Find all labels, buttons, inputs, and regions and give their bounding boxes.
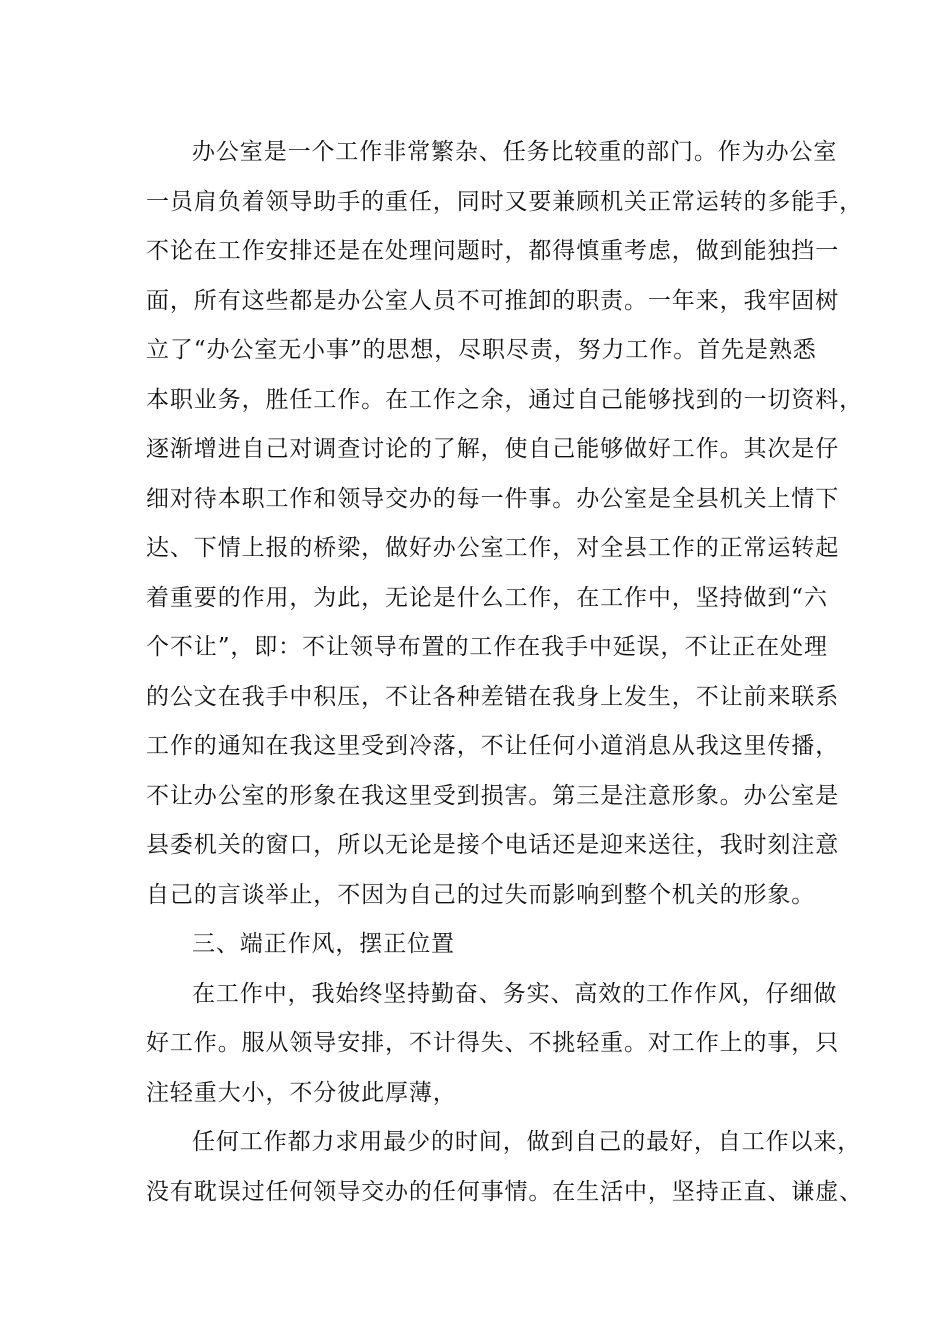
text-line: 面，所有这些都是办公室人员不可推卸的职责。一年来，我牢固树 [146, 287, 840, 314]
text-line: 任何工作都力求用最少的时间，做到自己的最好，自工作以来， [192, 1129, 862, 1155]
text-line: 好工作。服从领导安排，不计得失、不挑轻重。对工作上的事，只 [146, 1030, 840, 1056]
text-line: 工作的通知在我这里受到冷落，不让任何小道消息从我这里传播， [146, 733, 840, 759]
text-line: 注轻重大小，不分彼此厚薄， [146, 1079, 457, 1106]
text-line: 个不让”，即：不让领导布置的工作在我手中延误，不让正在处理 [146, 634, 828, 660]
text-line: 本职业务，胜任工作。在工作之余，通过自己能够找到的一切资料， [146, 386, 863, 413]
text-line: 三、端正作风，摆正位置 [192, 931, 455, 957]
text-line: 县委机关的窗口，所以无论是接个电话还是迎来送往，我时刻注意 [146, 832, 840, 858]
document-body [146, 128, 863, 1217]
text-line: 办公室是一个工作非常繁杂、任务比较重的部门。作为办公室 [192, 139, 838, 165]
text-line: 自己的言谈举止，不因为自己的过失而影响到整个机关的形象。 [146, 881, 816, 908]
text-line: 细对待本职工作和领导交办的每一件事。办公室是全县机关上情下 [146, 485, 840, 512]
text-line: 达、下情上报的桥梁，做好办公室工作，对全县工作的正常运转起 [146, 535, 840, 561]
text-line: 没有耽误过任何领导交办的任何事情。在生活中，坚持正直、谦虚、 [146, 1178, 863, 1205]
text-line: 在工作中，我始终坚持勤奋、务实、高效的工作作风，仔细做 [192, 980, 838, 1007]
text-line: 的公文在我手中积压，不让各种差错在我身上发生，不让前来联系 [146, 683, 840, 710]
text-line: 着重要的作用，为此，无论是什么工作，在工作中，坚持做到“六 [146, 584, 828, 611]
text-line: 立了“办公室无小事”的思想，尽职尽责，努力工作。首先是熟悉 [146, 337, 817, 363]
text-line: 不让办公室的形象在我这里受到损害。第三是注意形象。办公室是 [146, 782, 840, 809]
text-line: 不论在工作安排还是在处理问题时，都得慎重考虑，做到能独挡一 [146, 238, 840, 264]
text-line: 逐渐增进自己对调查讨论的了解，使自己能够做好工作。其次是仔 [146, 436, 840, 462]
text-line: 一员肩负着领导助手的重任，同时又要兼顾机关正常运转的多能手， [146, 188, 863, 215]
